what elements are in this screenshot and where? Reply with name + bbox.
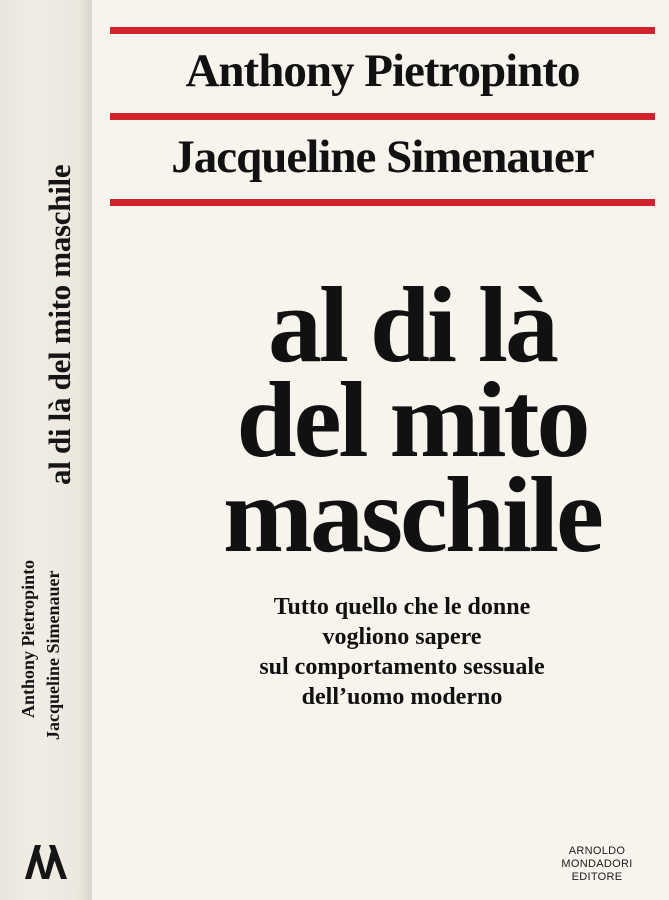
cover-title-line: al di là	[267, 266, 557, 385]
subtitle-line: dell’uomo moderno	[301, 684, 503, 710]
cover-author-1: Anthony Pietropinto	[185, 45, 580, 97]
subtitle-line: vogliono sapere	[322, 624, 482, 650]
mondadori-logo-icon	[25, 845, 67, 879]
cover-title-line: maschile	[223, 456, 601, 575]
publisher-line: ARNOLDO	[568, 845, 626, 857]
red-rule-bottom	[110, 199, 655, 206]
cover-author-2: Jacqueline Simenauer	[171, 131, 594, 183]
spine-author-1: Anthony Pietropinto	[18, 559, 38, 718]
subtitle-line: Tutto quello che le donne	[273, 594, 531, 620]
cover-subtitle	[182, 592, 622, 712]
red-rule-top	[110, 27, 655, 34]
publisher-line: EDITORE	[571, 871, 623, 883]
publisher-imprint	[532, 845, 662, 884]
cover-title-line: del mito	[236, 361, 588, 480]
red-rule-middle	[110, 113, 655, 120]
spine-author-2: Jacqueline Simenauer	[43, 570, 63, 740]
spine-title: al di là del mito maschile	[42, 164, 77, 485]
subtitle-line: sul comportamento sessuale	[259, 654, 545, 680]
book-spine	[0, 0, 93, 900]
front-cover	[92, 0, 669, 900]
publisher-line: MONDADORI	[561, 858, 633, 870]
